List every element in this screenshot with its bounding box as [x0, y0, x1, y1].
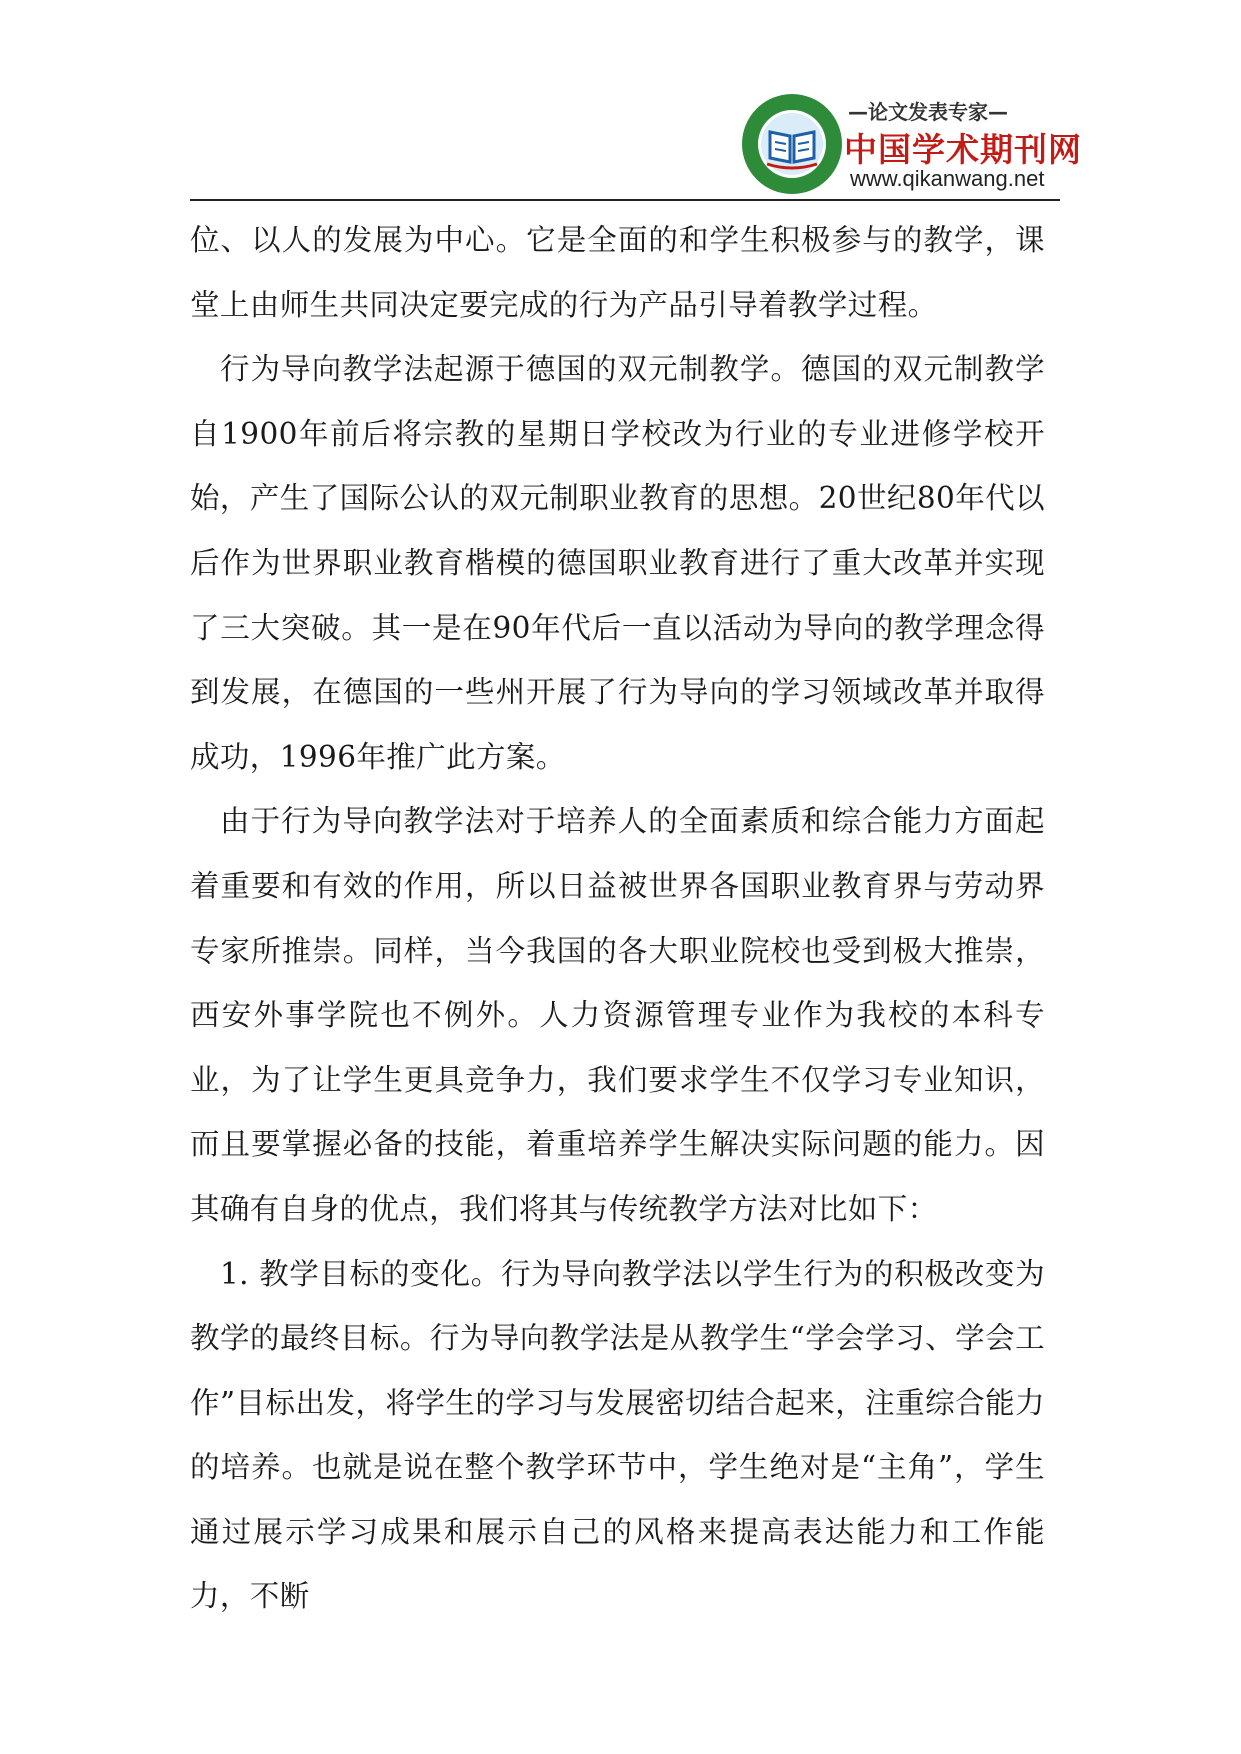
header-divider: [190, 199, 1060, 201]
article-body: [190, 208, 1045, 1629]
logo-url: www.qikanwang.net: [850, 166, 1045, 191]
qikanwang-logo: [740, 92, 1082, 196]
logo-slogan: —论文发表专家—: [848, 100, 1008, 124]
paragraph: 行为导向教学法起源于德国的双元制教学。德国的双元制教学自1900年前后将宗教的星期日学校改为行业的专业进修学校开始，产生了国际公认的双元制职业教育的思想。20世纪80年代以后作为世界职业教育楷模的德国职业教育进行了重大改革并实现了三大突破。其一是在90年代后一直以活动为导向的教学理念得到发展，在德国的一些州开展了行为导向的学习领域改革并取得成功，1996年推广此方案。: [190, 352, 1045, 774]
logo-name: 中国学术期刊网: [844, 130, 1082, 169]
paragraph: 1. 教学目标的变化。行为导向教学法以学生行为的积极改变为教学的最终目标。行为导向教学法是从教学生“学会学习、学会工作”目标出发，将学生的学习与发展密切结合起来，注重综合能力的培养。也就是说在整个教学环节中，学生绝对是“主角”，学生通过展示学习成果和展示自己的风格来提高表达能力和工作能力，不断: [190, 1256, 1045, 1614]
page-header: [190, 0, 1082, 205]
paragraph: 由于行为导向教学法对于培养人的全面素质和综合能力方面起着重要和有效的作用，所以日益被世界各国职业教育界与劳动界专家所推崇。同样，当今我国的各大职业院校也受到极大推崇，西安外事学院也不例外。人力资源管理专业作为我校的本科专业，为了让学生更具竞争力，我们要求学生不仅学习专业知识，而且要掌握必备的技能，着重培养学生解决实际问题的能力。因其确有自身的优点，我们将其与传统教学方法对比如下：: [190, 804, 1045, 1226]
logo-seal-icon: [740, 92, 844, 196]
paragraph: 位、以人的发展为中心。它是全面的和学生积极参与的教学，课堂上由师生共同决定要完成的行为产品引导着教学过程。: [190, 223, 1045, 322]
